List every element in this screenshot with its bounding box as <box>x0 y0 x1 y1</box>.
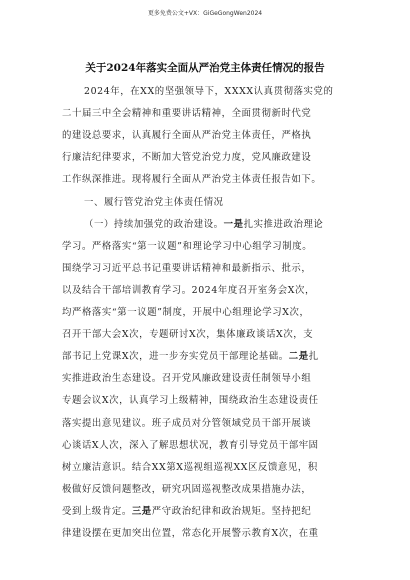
body-line <box>62 482 311 498</box>
body-line-text: 2024年，在XX的坚强领导下，XXXX认真贯彻落实党的 <box>84 86 334 97</box>
body-line-text: 落实提出意见建议。班子成员对分管领域党员干部开展谈 <box>62 417 312 429</box>
body-line-text: 工作纵深推进。现将履行全面从严治党主体责任报告如下。 <box>62 174 322 186</box>
body-line-text: 一、履行管党治党主体责任情况 <box>84 196 224 208</box>
body-line <box>62 526 319 542</box>
header-note: 更多免费公文+VX：GiGeGongWen2024 <box>147 10 263 17</box>
body-line-text: 均严格落实“第一议题”制度，开展中心组理论学习X次， <box>62 307 310 318</box>
body-line-text: 极做好反馈问题整改，研究巩固巡视整改成果措施办法， <box>62 483 312 495</box>
body-line <box>62 416 311 432</box>
body-line <box>62 504 311 520</box>
body-line <box>62 261 311 277</box>
body-line <box>62 150 311 166</box>
body-line <box>62 239 312 255</box>
body-line-text-rest: 扎实推进政治理论 <box>243 218 324 230</box>
body-line <box>62 217 323 233</box>
body-line-text: 受到上级肯定。 <box>62 505 132 517</box>
body-line <box>62 283 315 299</box>
body-line <box>62 195 224 211</box>
body-line-text: 学习。严格落实“第一议题”和理论学习中心组学习制度。 <box>62 240 313 252</box>
body-line <box>62 393 319 409</box>
body-line <box>62 172 321 188</box>
body-line <box>62 349 319 365</box>
body-line-text: 心谈话X人次，深入了解思想状况，教育引导党员干部牢固 <box>62 439 319 451</box>
body-line-text: 实推进政治生态建设。召开党风廉政建设责任制领导小组 <box>62 373 312 385</box>
body-line <box>62 371 311 387</box>
body-line-emphasis: 二是 <box>288 351 309 363</box>
body-line-emphasis: 一是 <box>223 218 244 230</box>
body-line-text: 召开干部大会X次，专题研讨X次，集体廉政谈话X次，支 <box>62 329 314 341</box>
body-line <box>62 460 318 476</box>
body-line-emphasis: 三是 <box>131 505 152 517</box>
body-line-text-rest: 扎 <box>308 351 319 363</box>
body-line-text: 以及结合干部培训教育学习。2024年度召开室务会X次， <box>62 284 315 296</box>
body-line <box>62 305 310 321</box>
body-line-text: （一）持续加强党的政治建设。 <box>84 218 224 230</box>
body-line-text: 律建设摆在更加突出位置，常态化开展警示教育X次，在重 <box>62 528 319 539</box>
body-line-text: 的建设总要求，认真履行全面从严治党主体责任，严格执 <box>62 130 312 142</box>
body-line-text: 树立廉洁意识。结合XX第X巡视组巡视XX区反馈意见，积 <box>62 461 318 473</box>
body-line-text: 专题会议X次，认真学习上级精神，围绕政治生态建设责任 <box>62 395 319 407</box>
body-line <box>62 438 319 454</box>
body-line-text: 行廉洁纪律要求，不断加大管党治党力度，党风廉政建设 <box>62 152 312 164</box>
body-line <box>62 327 313 343</box>
body-line <box>62 106 311 122</box>
document-title: 关于2024年落实全面从严治党主体责任情况的报告 <box>85 62 325 74</box>
body-line <box>62 84 333 100</box>
body-line-text-rest: 严守政治纪律和政治规矩。坚持把纪 <box>151 505 312 517</box>
body-line-text: 围绕学习习近平总书记重要讲话精神和最新指示、批示， <box>62 262 312 274</box>
body-line-text: 二十届三中全会精神和重要讲话精神，全面贯彻新时代党 <box>62 108 312 120</box>
body-line-text: 部书记上党课X次，进一步夯实党员干部理论基础。 <box>62 351 289 363</box>
body-line <box>62 128 311 144</box>
